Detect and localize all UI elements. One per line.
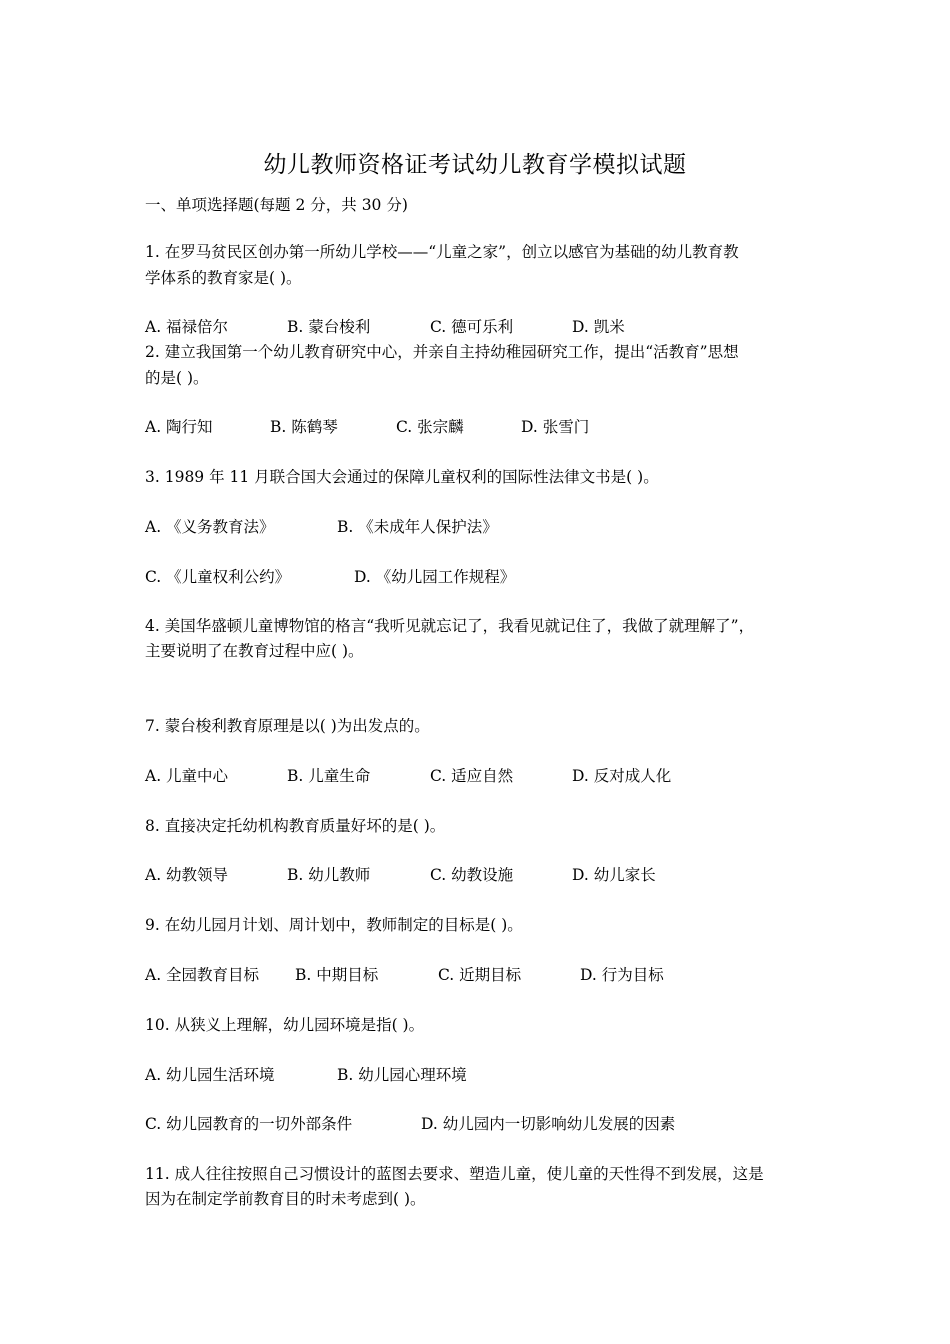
question-10-option-c: C. 幼儿园教育的一切外部条件 [145,1115,353,1133]
question-3-option-a: A. 《义务教育法》 [145,518,275,536]
question-3-option-d: D. 《幼儿园工作规程》 [354,568,516,586]
question-2-option-a: A. 陶行知 [145,418,213,436]
question-11-line-2: 因为在制定学前教育目的时未考虑到( )。 [145,1190,426,1208]
question-7-option-b: B. 儿童生命 [287,767,371,785]
question-1-line-2: 学体系的教育家是( )。 [145,269,302,287]
question-8-line-1: 8. 直接决定托幼机构教育质量好坏的是( )。 [145,817,446,835]
question-8-option-b: B. 幼儿教师 [287,866,371,884]
question-9-option-d: D. 行为目标 [580,966,664,984]
question-4-line-1: 4. 美国华盛顿儿童博物馆的格言“我听见就忘记了，我看见就记住了，我做了就理解了”， [145,617,755,635]
question-1-option-c: C. 德可乐利 [430,318,514,336]
question-2-option-d: D. 张雪门 [521,418,590,436]
question-10-option-a: A. 幼儿园生活环境 [145,1066,275,1084]
question-8-option-c: C. 幼教设施 [430,866,514,884]
question-10-line-1: 10. 从狭义上理解，幼儿园环境是指( )。 [145,1016,425,1034]
question-1-line-1: 1. 在罗马贫民区创办第一所幼儿学校——“儿童之家”，创立以感官为基础的幼儿教育教 [145,243,739,261]
question-3-option-b: B. 《未成年人保护法》 [337,518,498,536]
question-7-option-d: D. 反对成人化 [572,767,672,785]
question-11-line-1: 11. 成人往往按照自己习惯设计的蓝图去要求、塑造儿童，使儿童的天性得不到发展，这是 [145,1165,764,1183]
question-9-option-c: C. 近期目标 [438,966,522,984]
question-10-option-b: B. 幼儿园心理环境 [337,1066,467,1084]
question-9-option-b: B. 中期目标 [295,966,379,984]
question-2-line-2: 的是( )。 [145,369,209,387]
question-7-line-1: 7. 蒙台梭利教育原理是以( )为出发点的。 [145,717,430,735]
question-7-option-c: C. 适应自然 [430,767,514,785]
question-2-line-1: 2. 建立我国第一个幼儿教育研究中心，并亲自主持幼稚园研究工作，提出“活教育”思想 [145,343,739,361]
question-8-option-d: D. 幼儿家长 [572,866,656,884]
question-1-option-b: B. 蒙台梭利 [287,318,371,336]
question-3-option-c: C. 《儿童权利公约》 [145,568,291,586]
page-title: 幼儿教师资格证考试幼儿教育学模拟试题 [263,152,687,178]
question-9-line-1: 9. 在幼儿园月计划、周计划中，教师制定的目标是( )。 [145,916,523,934]
question-2-option-c: C. 张宗麟 [396,418,464,436]
question-3-line-1: 3. 1989 年 11 月联合国大会通过的保障儿童权利的国际性法律文书是( )。 [145,468,659,486]
question-8-option-a: A. 幼教领导 [145,866,229,884]
question-4-line-2: 主要说明了在教育过程中应( )。 [145,642,364,660]
question-1-option-d: D. 凯米 [572,318,625,336]
question-7-option-a: A. 儿童中心 [145,767,229,785]
question-10-option-d: D. 幼儿园内一切影响幼儿发展的因素 [421,1115,676,1133]
question-9-option-a: A. 全园教育目标 [145,966,260,984]
question-1-option-a: A. 福禄倍尔 [145,318,229,336]
question-2-option-b: B. 陈鹤琴 [270,418,338,436]
section-heading: 一、单项选择题(每题 2 分，共 30 分) [145,196,408,214]
